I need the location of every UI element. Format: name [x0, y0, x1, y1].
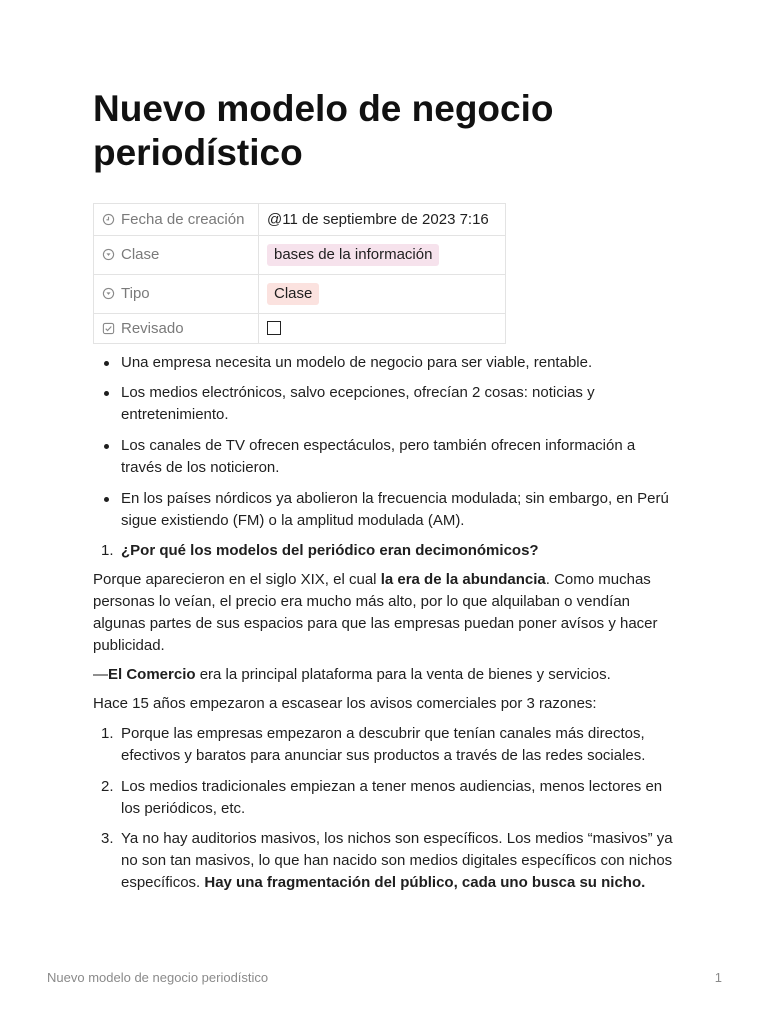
list-item: 1. Porque las empresas empezaron a descubrir que tenían canales más directos, efectivos y baratos para anunciar sus productos a través de las redes sociales. [101, 725, 646, 764]
list-number: 2. [101, 778, 114, 795]
paragraph: Porque aparecieron en el siglo XIX, el cual la era de la abundancia. Como muchas personas lo veían, el precio era mucho más alto, por lo que alquilaban o vendían algunas partes de sus espacios para que las empresas puedan poner avísos y hacer publicidad. [93, 571, 658, 654]
property-value-date[interactable]: @11 de septiembre de 2023 7:16 [259, 204, 506, 236]
paragraph: —El Comercio era la principal plataforma para la venta de bienes y servicios. [93, 666, 611, 683]
page-number: 1 [714, 970, 722, 985]
property-row-tipo [94, 275, 506, 314]
property-value-tipo[interactable] [259, 275, 506, 314]
footer-title: Nuevo modelo de negocio periodístico [47, 970, 269, 985]
properties-table [93, 203, 506, 344]
select-icon [102, 287, 115, 300]
list-item: 2. Los medios tradicionales empiezan a tener menos audiencias, menos lectores en los periódicos, etc. [101, 778, 663, 817]
clock-icon [102, 213, 115, 226]
property-row-created [94, 204, 506, 236]
property-value-revisado [259, 314, 506, 344]
property-key: Fecha de creación [94, 204, 259, 236]
document-body [93, 352, 675, 894]
checkbox-icon [102, 322, 115, 335]
list-item: Los canales de TV ofrecen espectáculos, pero también ofrecen información a través de los noticieron. [93, 435, 675, 479]
list-item: 3. Ya no hay auditorios masivos, los nichos son específicos. Los medios “masivos” ya no son tan masivos, lo que han nacido son medios digitales específicos con nichos específicos. Hay una fragmentación del público, cada uno busca su nicho. [101, 830, 673, 891]
reasons-list [93, 723, 675, 894]
tag-clase[interactable]: bases de la información [267, 244, 439, 266]
property-key: Revisado [94, 314, 259, 344]
property-row-clase [94, 236, 506, 275]
property-row-revisado [94, 314, 506, 344]
list-number: 1. [101, 542, 114, 559]
revisado-checkbox[interactable] [267, 321, 281, 335]
bullet-list [93, 352, 675, 532]
list-item: Los medios electrónicos, salvo ecepciones, ofrecían 2 cosas: noticias y entretenimiento. [93, 382, 675, 426]
list-item: Una empresa necesita un modelo de negocio para ser viable, rentable. [93, 352, 675, 374]
list-number: 1. [101, 725, 114, 742]
property-key: Clase [94, 236, 259, 275]
question-list [93, 540, 675, 562]
page-title: Nuevo modelo de negocio periodístico [93, 88, 554, 173]
property-value-clase[interactable] [259, 236, 506, 275]
paragraph: Hace 15 años empezaron a escasear los avisos comerciales por 3 razones: [93, 695, 597, 712]
tag-tipo[interactable]: Clase [267, 283, 319, 305]
list-item: En los países nórdicos ya abolieron la frecuencia modulada; sin embargo, en Perú sigue existiendo (FM) o la amplitud modulada (AM). [93, 488, 675, 532]
property-key: Tipo [94, 275, 259, 314]
list-number: 3. [101, 830, 114, 847]
question-text: ¿Por qué los modelos del periódico eran decimonómicos? [121, 542, 539, 559]
select-icon [102, 248, 115, 261]
list-item [93, 540, 675, 562]
